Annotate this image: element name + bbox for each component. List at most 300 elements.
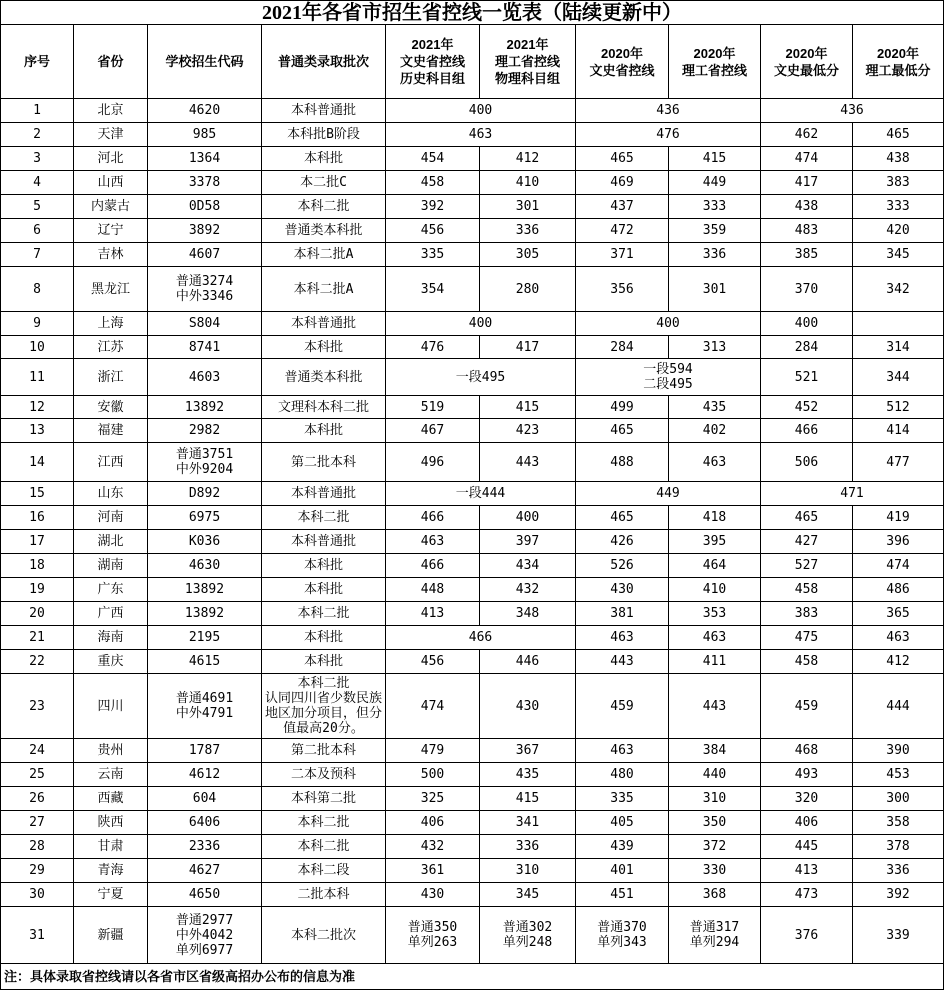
cell-2021-science-control-line: 415 bbox=[480, 787, 576, 811]
header-school-code: 学校招生代码 bbox=[148, 25, 262, 99]
table-row bbox=[1, 195, 944, 219]
cell-admission-batch: 本科二批 bbox=[262, 506, 386, 530]
cell-2020-arts-min-score--2020-science-min-score: 471 bbox=[761, 482, 944, 506]
cell-province: 安徽 bbox=[74, 396, 148, 419]
cell-2021-arts-control-line--2021-science-control-line: 400 bbox=[386, 99, 576, 123]
cell-2020-arts-min-score: 385 bbox=[761, 243, 853, 267]
cell-seq-no: 4 bbox=[1, 171, 74, 195]
cell-province: 西藏 bbox=[74, 787, 148, 811]
cell-seq-no: 9 bbox=[1, 312, 74, 336]
cell-admission-batch: 第二批本科 bbox=[262, 739, 386, 763]
cell-admission-batch: 本二批C bbox=[262, 171, 386, 195]
cell-2020-science-control-line: 402 bbox=[669, 419, 761, 443]
cell-province: 重庆 bbox=[74, 650, 148, 674]
cell-province: 福建 bbox=[74, 419, 148, 443]
cell-school-code: 1787 bbox=[148, 739, 262, 763]
cell-admission-batch: 本科二批 bbox=[262, 195, 386, 219]
cell-2020-science-min-score: 342 bbox=[853, 267, 944, 312]
cell-school-code: 2982 bbox=[148, 419, 262, 443]
cell-2021-arts-control-line: 430 bbox=[386, 883, 480, 907]
cell-2020-arts-min-score: 376 bbox=[761, 907, 853, 964]
cell-2020-arts-control-line: 463 bbox=[576, 626, 669, 650]
cell-2020-arts-control-line: 普通370 单列343 bbox=[576, 907, 669, 964]
cell-seq-no: 26 bbox=[1, 787, 74, 811]
table-row bbox=[1, 419, 944, 443]
cell-2021-science-control-line: 434 bbox=[480, 554, 576, 578]
cell-2020-arts-control-line: 451 bbox=[576, 883, 669, 907]
cell-2020-science-control-line: 418 bbox=[669, 506, 761, 530]
cell-2021-arts-control-line: 466 bbox=[386, 506, 480, 530]
cell-2021-arts-control-line: 406 bbox=[386, 811, 480, 835]
cell-province: 新疆 bbox=[74, 907, 148, 964]
cell-admission-batch: 本科普通批 bbox=[262, 482, 386, 506]
cell-2020-arts-control-line: 437 bbox=[576, 195, 669, 219]
cell-2020-science-min-score: 378 bbox=[853, 835, 944, 859]
cell-2020-science-control-line: 411 bbox=[669, 650, 761, 674]
cell-admission-batch: 普通类本科批 bbox=[262, 359, 386, 396]
cell-admission-batch: 本科普通批 bbox=[262, 99, 386, 123]
cell-admission-batch: 普通类本科批 bbox=[262, 219, 386, 243]
cell-2021-science-control-line: 432 bbox=[480, 578, 576, 602]
table-body bbox=[1, 99, 944, 964]
cell-2020-science-min-score: 339 bbox=[853, 907, 944, 964]
cell-seq-no: 28 bbox=[1, 835, 74, 859]
header-row bbox=[1, 25, 944, 99]
cell-admission-batch: 本科批 bbox=[262, 554, 386, 578]
cell-2021-science-control-line: 412 bbox=[480, 147, 576, 171]
cell-2020-arts-control-line--2020-science-control-line: 400 bbox=[576, 312, 761, 336]
cell-2020-arts-control-line: 488 bbox=[576, 443, 669, 482]
cell-2020-science-min-score: 477 bbox=[853, 443, 944, 482]
cell-2020-science-control-line: 440 bbox=[669, 763, 761, 787]
cell-2021-arts-control-line: 354 bbox=[386, 267, 480, 312]
cell-2021-science-control-line: 341 bbox=[480, 811, 576, 835]
cell-2020-arts-control-line: 356 bbox=[576, 267, 669, 312]
table-row bbox=[1, 602, 944, 626]
cell-2020-arts-min-score: 284 bbox=[761, 336, 853, 359]
cell-2020-arts-min-score: 438 bbox=[761, 195, 853, 219]
cell-2021-arts-control-line: 467 bbox=[386, 419, 480, 443]
table-row bbox=[1, 443, 944, 482]
cell-admission-batch: 本科二批A bbox=[262, 243, 386, 267]
cell-admission-batch: 二批本科 bbox=[262, 883, 386, 907]
table-row bbox=[1, 243, 944, 267]
cell-admission-batch: 文理科本科二批 bbox=[262, 396, 386, 419]
title-row bbox=[1, 1, 944, 25]
table-row bbox=[1, 530, 944, 554]
cell-2020-arts-min-score: 493 bbox=[761, 763, 853, 787]
cell-seq-no: 16 bbox=[1, 506, 74, 530]
cell-2021-arts-control-line: 456 bbox=[386, 650, 480, 674]
cell-2021-arts-control-line: 普通350 单列263 bbox=[386, 907, 480, 964]
cell-2021-arts-control-line: 476 bbox=[386, 336, 480, 359]
cell-admission-batch: 本科二批 bbox=[262, 811, 386, 835]
cell-2020-science-control-line: 410 bbox=[669, 578, 761, 602]
cell-2021-science-control-line: 348 bbox=[480, 602, 576, 626]
table-title: 2021年各省市招生省控线一览表（陆续更新中） bbox=[1, 1, 944, 25]
cell-2020-arts-min-score: 459 bbox=[761, 674, 853, 739]
cell-seq-no: 29 bbox=[1, 859, 74, 883]
cell-2021-arts-control-line: 500 bbox=[386, 763, 480, 787]
table-row bbox=[1, 554, 944, 578]
cell-2021-science-control-line: 310 bbox=[480, 859, 576, 883]
cell-2020-arts-control-line: 526 bbox=[576, 554, 669, 578]
cell-2021-science-control-line: 280 bbox=[480, 267, 576, 312]
cell-2020-science-min-score: 465 bbox=[853, 123, 944, 147]
table-row bbox=[1, 626, 944, 650]
cell-2020-science-control-line: 384 bbox=[669, 739, 761, 763]
cell-school-code: 普通3751 中外9204 bbox=[148, 443, 262, 482]
cell-seq-no: 2 bbox=[1, 123, 74, 147]
cell-2021-science-control-line: 415 bbox=[480, 396, 576, 419]
cell-school-code: 8741 bbox=[148, 336, 262, 359]
cell-seq-no: 15 bbox=[1, 482, 74, 506]
cell-2021-science-control-line: 417 bbox=[480, 336, 576, 359]
cell-seq-no: 20 bbox=[1, 602, 74, 626]
cell-2020-arts-control-line: 405 bbox=[576, 811, 669, 835]
cell-2020-arts-min-score: 400 bbox=[761, 312, 853, 336]
table-row bbox=[1, 147, 944, 171]
cell-2020-arts-min-score: 483 bbox=[761, 219, 853, 243]
cell-school-code: 普通4691 中外4791 bbox=[148, 674, 262, 739]
cell-2020-arts-min-score: 452 bbox=[761, 396, 853, 419]
cell-2021-science-control-line: 410 bbox=[480, 171, 576, 195]
cell-2021-science-control-line: 400 bbox=[480, 506, 576, 530]
cell-province: 宁夏 bbox=[74, 883, 148, 907]
cell-2021-science-control-line: 423 bbox=[480, 419, 576, 443]
cell-seq-no: 14 bbox=[1, 443, 74, 482]
cell-school-code: 3378 bbox=[148, 171, 262, 195]
cell-admission-batch: 本科批 bbox=[262, 336, 386, 359]
cell-2021-arts-control-line: 456 bbox=[386, 219, 480, 243]
cell-2020-arts-control-line: 401 bbox=[576, 859, 669, 883]
table-row bbox=[1, 359, 944, 396]
cell-2020-science-min-score bbox=[853, 312, 944, 336]
cell-seq-no: 1 bbox=[1, 99, 74, 123]
cell-2020-science-min-score: 300 bbox=[853, 787, 944, 811]
cell-province: 甘肃 bbox=[74, 835, 148, 859]
cell-school-code: 6406 bbox=[148, 811, 262, 835]
cell-admission-batch: 本科批B阶段 bbox=[262, 123, 386, 147]
cell-school-code: 6975 bbox=[148, 506, 262, 530]
cell-2020-arts-control-line: 480 bbox=[576, 763, 669, 787]
cell-2020-arts-min-score: 468 bbox=[761, 739, 853, 763]
cell-province: 陕西 bbox=[74, 811, 148, 835]
cell-school-code: 普通3274 中外3346 bbox=[148, 267, 262, 312]
cell-admission-batch: 本科第二批 bbox=[262, 787, 386, 811]
cell-2021-science-control-line: 443 bbox=[480, 443, 576, 482]
cell-province: 吉林 bbox=[74, 243, 148, 267]
cell-seq-no: 7 bbox=[1, 243, 74, 267]
header-2020-arts-min-score: 2020年 文史最低分 bbox=[761, 25, 853, 99]
cell-2020-science-min-score: 419 bbox=[853, 506, 944, 530]
cell-seq-no: 21 bbox=[1, 626, 74, 650]
cell-seq-no: 19 bbox=[1, 578, 74, 602]
header-2020-arts-control-line: 2020年 文史省控线 bbox=[576, 25, 669, 99]
cell-2020-arts-min-score: 474 bbox=[761, 147, 853, 171]
cell-2020-arts-min-score: 465 bbox=[761, 506, 853, 530]
cell-province: 江西 bbox=[74, 443, 148, 482]
cell-2021-arts-control-line--2021-science-control-line: 一段444 bbox=[386, 482, 576, 506]
cell-2020-arts-control-line--2020-science-control-line: 476 bbox=[576, 123, 761, 147]
cell-school-code: 4627 bbox=[148, 859, 262, 883]
cell-seq-no: 17 bbox=[1, 530, 74, 554]
table-row bbox=[1, 907, 944, 964]
table-row bbox=[1, 396, 944, 419]
cell-2020-arts-control-line: 443 bbox=[576, 650, 669, 674]
cell-province: 辽宁 bbox=[74, 219, 148, 243]
cell-2020-science-control-line: 415 bbox=[669, 147, 761, 171]
cell-seq-no: 12 bbox=[1, 396, 74, 419]
cell-province: 湖北 bbox=[74, 530, 148, 554]
cell-2020-arts-min-score: 413 bbox=[761, 859, 853, 883]
table-row bbox=[1, 99, 944, 123]
cell-province: 上海 bbox=[74, 312, 148, 336]
cell-2020-science-min-score: 444 bbox=[853, 674, 944, 739]
cell-2021-science-control-line: 430 bbox=[480, 674, 576, 739]
cell-school-code: 3892 bbox=[148, 219, 262, 243]
table-row bbox=[1, 650, 944, 674]
table-row bbox=[1, 883, 944, 907]
cell-province: 海南 bbox=[74, 626, 148, 650]
cell-2020-arts-control-line: 459 bbox=[576, 674, 669, 739]
cell-2021-arts-control-line: 448 bbox=[386, 578, 480, 602]
cell-2020-science-min-score: 474 bbox=[853, 554, 944, 578]
table-head bbox=[1, 1, 944, 99]
cell-admission-batch: 二本及预科 bbox=[262, 763, 386, 787]
cell-2020-science-min-score: 365 bbox=[853, 602, 944, 626]
cell-2020-science-min-score: 463 bbox=[853, 626, 944, 650]
cell-school-code: 4603 bbox=[148, 359, 262, 396]
cell-province: 天津 bbox=[74, 123, 148, 147]
cell-2020-arts-control-line: 465 bbox=[576, 419, 669, 443]
cell-2020-science-control-line: 435 bbox=[669, 396, 761, 419]
cell-2020-arts-control-line: 465 bbox=[576, 506, 669, 530]
table-row bbox=[1, 787, 944, 811]
cell-2021-arts-control-line: 454 bbox=[386, 147, 480, 171]
cell-2020-arts-control-line: 472 bbox=[576, 219, 669, 243]
cell-2021-science-control-line: 367 bbox=[480, 739, 576, 763]
cell-2020-arts-control-line: 469 bbox=[576, 171, 669, 195]
cell-2020-arts-min-score: 506 bbox=[761, 443, 853, 482]
cell-school-code: 4607 bbox=[148, 243, 262, 267]
header-2021-science-control-line: 2021年 理工省控线 物理科目组 bbox=[480, 25, 576, 99]
cell-2020-arts-control-line: 499 bbox=[576, 396, 669, 419]
cell-province: 湖南 bbox=[74, 554, 148, 578]
cell-admission-batch: 本科普通批 bbox=[262, 312, 386, 336]
cell-2021-arts-control-line: 519 bbox=[386, 396, 480, 419]
cell-2020-science-control-line: 463 bbox=[669, 443, 761, 482]
cell-2020-arts-min-score: 458 bbox=[761, 650, 853, 674]
cell-school-code: 4615 bbox=[148, 650, 262, 674]
cell-2020-arts-min-score: 445 bbox=[761, 835, 853, 859]
cell-2020-science-control-line: 313 bbox=[669, 336, 761, 359]
cell-2020-arts-min-score: 527 bbox=[761, 554, 853, 578]
cell-admission-batch: 本科二批 认同四川省少数民族 地区加分项目，但分 值最高20分。 bbox=[262, 674, 386, 739]
cell-2020-science-min-score: 383 bbox=[853, 171, 944, 195]
cell-2020-science-control-line: 330 bbox=[669, 859, 761, 883]
table-row bbox=[1, 506, 944, 530]
table-row bbox=[1, 219, 944, 243]
cell-2020-science-control-line: 463 bbox=[669, 626, 761, 650]
cell-school-code: 4612 bbox=[148, 763, 262, 787]
cell-2020-science-min-score: 420 bbox=[853, 219, 944, 243]
cell-2021-arts-control-line: 392 bbox=[386, 195, 480, 219]
cell-admission-batch: 本科批 bbox=[262, 147, 386, 171]
cell-seq-no: 5 bbox=[1, 195, 74, 219]
cell-2020-arts-control-line: 439 bbox=[576, 835, 669, 859]
cell-2020-arts-min-score--2020-science-min-score: 436 bbox=[761, 99, 944, 123]
table-row bbox=[1, 171, 944, 195]
cell-province: 北京 bbox=[74, 99, 148, 123]
cell-admission-batch: 本科批 bbox=[262, 626, 386, 650]
cell-2020-science-min-score: 414 bbox=[853, 419, 944, 443]
cell-2020-science-control-line: 372 bbox=[669, 835, 761, 859]
cell-province: 河北 bbox=[74, 147, 148, 171]
cell-province: 贵州 bbox=[74, 739, 148, 763]
cell-2020-arts-control-line--2020-science-control-line: 一段594 二段495 bbox=[576, 359, 761, 396]
cell-2020-arts-min-score: 383 bbox=[761, 602, 853, 626]
cell-2021-arts-control-line: 361 bbox=[386, 859, 480, 883]
cell-2020-science-min-score: 390 bbox=[853, 739, 944, 763]
header-province: 省份 bbox=[74, 25, 148, 99]
header-seq-no: 序号 bbox=[1, 25, 74, 99]
cell-admission-batch: 本科批 bbox=[262, 650, 386, 674]
cell-2020-arts-control-line--2020-science-control-line: 449 bbox=[576, 482, 761, 506]
cell-2021-science-control-line: 305 bbox=[480, 243, 576, 267]
cell-2020-arts-control-line: 430 bbox=[576, 578, 669, 602]
cell-admission-batch: 本科二批 bbox=[262, 835, 386, 859]
cell-2021-arts-control-line: 474 bbox=[386, 674, 480, 739]
cell-2020-science-min-score: 453 bbox=[853, 763, 944, 787]
table-foot bbox=[1, 964, 944, 990]
cell-2021-arts-control-line: 458 bbox=[386, 171, 480, 195]
cell-2021-arts-control-line--2021-science-control-line: 466 bbox=[386, 626, 576, 650]
cell-2020-arts-min-score: 521 bbox=[761, 359, 853, 396]
header-2020-science-control-line: 2020年 理工省控线 bbox=[669, 25, 761, 99]
cell-2021-arts-control-line--2021-science-control-line: 400 bbox=[386, 312, 576, 336]
cell-province: 江苏 bbox=[74, 336, 148, 359]
cell-2021-arts-control-line: 413 bbox=[386, 602, 480, 626]
cell-admission-batch: 本科普通批 bbox=[262, 530, 386, 554]
cell-2020-science-control-line: 353 bbox=[669, 602, 761, 626]
cell-province: 内蒙古 bbox=[74, 195, 148, 219]
cell-2021-science-control-line: 普通302 单列248 bbox=[480, 907, 576, 964]
cell-2020-science-min-score: 486 bbox=[853, 578, 944, 602]
cell-province: 山东 bbox=[74, 482, 148, 506]
cell-2020-science-control-line: 301 bbox=[669, 267, 761, 312]
cell-2020-science-min-score: 392 bbox=[853, 883, 944, 907]
cell-2020-arts-min-score: 370 bbox=[761, 267, 853, 312]
cell-school-code: K036 bbox=[148, 530, 262, 554]
cell-2020-arts-control-line: 381 bbox=[576, 602, 669, 626]
table-row bbox=[1, 739, 944, 763]
cell-2021-arts-control-line: 335 bbox=[386, 243, 480, 267]
cell-seq-no: 8 bbox=[1, 267, 74, 312]
table-row bbox=[1, 123, 944, 147]
table-row bbox=[1, 763, 944, 787]
table-row bbox=[1, 835, 944, 859]
cell-seq-no: 30 bbox=[1, 883, 74, 907]
cell-2021-science-control-line: 397 bbox=[480, 530, 576, 554]
cell-2020-arts-control-line: 426 bbox=[576, 530, 669, 554]
cell-seq-no: 11 bbox=[1, 359, 74, 396]
cell-2020-science-control-line: 449 bbox=[669, 171, 761, 195]
cell-school-code: 2195 bbox=[148, 626, 262, 650]
cell-school-code: 4620 bbox=[148, 99, 262, 123]
cell-seq-no: 18 bbox=[1, 554, 74, 578]
cell-2020-arts-min-score: 475 bbox=[761, 626, 853, 650]
cell-2020-science-control-line: 368 bbox=[669, 883, 761, 907]
cell-2020-arts-control-line--2020-science-control-line: 436 bbox=[576, 99, 761, 123]
cell-2020-arts-control-line: 335 bbox=[576, 787, 669, 811]
cell-2020-science-min-score: 333 bbox=[853, 195, 944, 219]
table-note: 注：具体录取省控线请以各省市区省级高招办公布的信息为准 bbox=[1, 964, 944, 990]
cell-school-code: 13892 bbox=[148, 396, 262, 419]
cell-2020-arts-control-line: 284 bbox=[576, 336, 669, 359]
cell-seq-no: 22 bbox=[1, 650, 74, 674]
cell-school-code: 1364 bbox=[148, 147, 262, 171]
cell-province: 广西 bbox=[74, 602, 148, 626]
cell-2020-science-min-score: 396 bbox=[853, 530, 944, 554]
cell-province: 青海 bbox=[74, 859, 148, 883]
cell-2021-arts-control-line: 325 bbox=[386, 787, 480, 811]
cell-province: 云南 bbox=[74, 763, 148, 787]
table-row bbox=[1, 267, 944, 312]
cell-2020-arts-min-score: 427 bbox=[761, 530, 853, 554]
table-row bbox=[1, 811, 944, 835]
cell-2020-arts-control-line: 371 bbox=[576, 243, 669, 267]
cell-2020-arts-min-score: 417 bbox=[761, 171, 853, 195]
cell-2021-science-control-line: 446 bbox=[480, 650, 576, 674]
table-row bbox=[1, 674, 944, 739]
cell-2021-arts-control-line: 466 bbox=[386, 554, 480, 578]
cell-school-code: 604 bbox=[148, 787, 262, 811]
header-2020-science-min-score: 2020年 理工最低分 bbox=[853, 25, 944, 99]
cell-2020-arts-min-score: 473 bbox=[761, 883, 853, 907]
table-row bbox=[1, 312, 944, 336]
cell-2021-arts-control-line--2021-science-control-line: 463 bbox=[386, 123, 576, 147]
table-row bbox=[1, 859, 944, 883]
table-row bbox=[1, 482, 944, 506]
cell-2020-science-min-score: 314 bbox=[853, 336, 944, 359]
cell-2020-science-min-score: 438 bbox=[853, 147, 944, 171]
cell-admission-batch: 本科二批次 bbox=[262, 907, 386, 964]
cell-seq-no: 27 bbox=[1, 811, 74, 835]
cell-2021-arts-control-line: 479 bbox=[386, 739, 480, 763]
cell-2020-arts-min-score: 462 bbox=[761, 123, 853, 147]
cell-2021-science-control-line: 336 bbox=[480, 835, 576, 859]
cell-2020-science-min-score: 345 bbox=[853, 243, 944, 267]
cell-seq-no: 31 bbox=[1, 907, 74, 964]
table-row bbox=[1, 336, 944, 359]
cell-2020-science-min-score: 412 bbox=[853, 650, 944, 674]
cell-province: 山西 bbox=[74, 171, 148, 195]
header-2021-arts-control-line: 2021年 文史省控线 历史科目组 bbox=[386, 25, 480, 99]
cell-2020-science-min-score: 512 bbox=[853, 396, 944, 419]
cell-school-code: 普通2977 中外4042 单列6977 bbox=[148, 907, 262, 964]
cell-2020-science-control-line: 464 bbox=[669, 554, 761, 578]
cell-admission-batch: 本科批 bbox=[262, 578, 386, 602]
note-row bbox=[1, 964, 944, 990]
cell-admission-batch: 本科二批A bbox=[262, 267, 386, 312]
cell-province: 浙江 bbox=[74, 359, 148, 396]
cell-school-code: 0D58 bbox=[148, 195, 262, 219]
cell-2020-arts-min-score: 320 bbox=[761, 787, 853, 811]
cell-2020-science-control-line: 359 bbox=[669, 219, 761, 243]
cell-seq-no: 23 bbox=[1, 674, 74, 739]
cell-2021-science-control-line: 301 bbox=[480, 195, 576, 219]
